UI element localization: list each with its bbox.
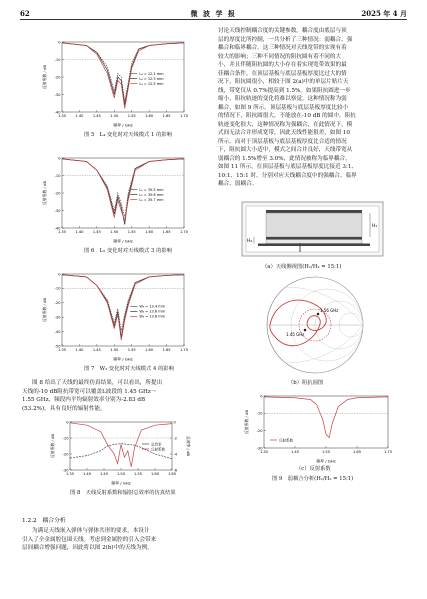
legend-label: 反射系数 xyxy=(151,447,165,452)
marker-label: 1.45 GHz xyxy=(286,332,305,337)
x-tick-label: 1.70 xyxy=(179,230,189,234)
x-tick-label: 1.40 xyxy=(82,472,92,476)
text-line: 小，并且伴随阻抗圆的大小存在着实现宽带效果的最 xyxy=(218,62,347,68)
y-tick-label: -20 xyxy=(54,75,61,80)
text-line: 10:1、15:1 时，分别对应天线耦合度中的强耦合、临界 xyxy=(218,172,357,179)
text-line: 层的厚度比所控制，一共分析了三种情况：弱耦合、强 xyxy=(218,36,353,43)
text-line: 下，阻抗圆大小适中，模式之间合并良好，天线带宽从 xyxy=(218,147,353,153)
x-tick-label: 1.65 xyxy=(162,348,171,352)
text-line: 耦合，如图 9 所示。顶层基板与底层基板厚度比较小 xyxy=(218,104,349,111)
y-tick-label: -40 xyxy=(54,110,61,115)
top-patch xyxy=(266,210,362,213)
x-tick-label: 1.55 xyxy=(127,348,136,352)
x-tick-label: 1.50 xyxy=(110,348,119,352)
y-tick-label: -30 xyxy=(256,446,263,451)
issue-date: 2025 年 4 月 xyxy=(361,9,407,18)
marker-1-56ghz xyxy=(317,313,320,316)
x-tick-label: 1.35 xyxy=(65,472,75,476)
text-line: 线，带宽仅从 0.7%提高到 1.5%。如果阻抗圆进一步 xyxy=(218,87,351,94)
text-line: 较大的影响；三种不同情况的阻抗圆有着不同的大 xyxy=(218,53,342,60)
legend-label: L₅ = 35.7 mm xyxy=(139,197,164,202)
text-line: 层间耦合增强问题，因此将以图 2(b)中的天线为例， xyxy=(22,545,153,551)
y2-tick-label: 0 xyxy=(173,420,176,425)
journal-title: 微 波 学 报 xyxy=(190,9,237,18)
fig9b-caption: （b）阻抗圆图 xyxy=(288,380,324,386)
y-tick-label: 0 xyxy=(58,272,61,277)
x-tick-label: 1.65 xyxy=(162,114,171,118)
text-line: 引入了全金属腔包围天线。考虑到金属腔的引入会带来 xyxy=(22,536,157,543)
x-tick-label: 1.35 xyxy=(57,114,67,118)
legend-label: 反射系数 xyxy=(279,438,293,443)
legend-label: W₃ = 13.4 mm xyxy=(139,304,166,309)
fig8-chart xyxy=(50,418,190,486)
x-tick-label: 1.35 xyxy=(57,348,67,352)
y-tick-label: -30 xyxy=(54,92,61,97)
y-tick-label: -10 xyxy=(54,57,61,62)
x-tick-label: 1.60 xyxy=(145,114,154,118)
x-tick-label: 1.55 xyxy=(127,114,136,118)
y-tick-label: -20 xyxy=(54,301,61,306)
x-axis-label: 频率 / GHz xyxy=(113,356,133,362)
x-tick-label: 1.40 xyxy=(75,114,84,118)
y-tick-label: -20 xyxy=(256,428,263,433)
fig7-caption: 图 7 W₃ 变化时对天线模式 4 的影响 xyxy=(84,366,174,372)
text-line: 缩小，阻抗轨迹的变化将难以察觉。这种情况称为弱 xyxy=(218,96,347,102)
x-tick-label: 1.45 xyxy=(99,472,109,476)
marker-label: 1.56 GHz xyxy=(320,308,339,313)
x-tick-label: 1.60 xyxy=(145,230,154,234)
legend-label: L₅ = 35.5 mm xyxy=(139,187,164,192)
text-line: 耦合和临界耦合。这三种情况对天线宽带的实现有着 xyxy=(218,45,347,51)
x-tick-label: 1.40 xyxy=(75,348,84,352)
text-line: 轨迹变化很大，这种情况称为强耦合，在此情况下，模 xyxy=(218,121,353,128)
y-axis-label: 反射系数 / dB xyxy=(50,434,55,458)
fig5-chart xyxy=(42,38,190,128)
fig9a-sideview xyxy=(240,200,385,258)
x-tick-label: 1.45 xyxy=(92,230,101,234)
y-axis-label: 反射系数 / dB xyxy=(42,298,47,322)
x-tick-label: 1.45 xyxy=(92,114,101,118)
x-tick-label: 1.60 xyxy=(150,472,160,476)
y-tick-label: -10 xyxy=(62,436,69,441)
legend-label: W₃ = 13.6 mm xyxy=(139,309,166,314)
page-number: 62 xyxy=(20,9,30,18)
x-tick-label: 1.75 xyxy=(383,450,393,454)
text-line: 天线的-10 dB阻抗带宽可以覆盖L波段的 1.45 GHz～ xyxy=(22,388,157,395)
coupling-discussion-paragraph xyxy=(218,27,406,189)
text-line: 耦合、弱耦合。 xyxy=(218,181,258,187)
fig9b-smith-chart xyxy=(264,274,366,376)
text-line: 况下，阻抗圆很小，相较于图 2(a)中的单层片贴片天 xyxy=(218,79,349,85)
legend-label: W₃ = 13.8 mm xyxy=(139,314,166,319)
h1-label: H₁ xyxy=(372,224,378,229)
text-line: 讨论天线控制耦合度的关键参数。耦合度由底层与顶 xyxy=(218,28,347,34)
y-tick-label: 0 xyxy=(58,156,61,161)
fig8-caption: 图 8 天线反射系数和辐射总效率的仿真结果 xyxy=(70,490,176,496)
x-tick-label: 1.55 xyxy=(321,450,331,454)
x-tick-label: 1.45 xyxy=(290,450,300,454)
y-tick-label: 0 xyxy=(66,420,69,425)
middle-patch xyxy=(266,237,362,240)
x-tick-label: 1.60 xyxy=(145,348,154,352)
legend-label: L₅ = 35.6 mm xyxy=(139,192,164,197)
x-tick-label: 1.65 xyxy=(352,450,362,454)
y2-tick-label: -6 xyxy=(173,468,178,473)
legend-label: L₄ = 12.3 mm xyxy=(139,76,164,81)
x-tick-label: 1.35 xyxy=(259,450,269,454)
text-line: 如图 11 所示。在顶层基板与底层基板厚度比接近 3:1、 xyxy=(218,164,357,170)
y-tick-label: 0 xyxy=(58,40,61,45)
x-tick-label: 1.55 xyxy=(127,230,136,234)
legend-label: L₄ = 12.5 mm xyxy=(139,81,164,86)
x-axis-label: 频率 / GHz xyxy=(316,458,336,464)
x-tick-label: 1.65 xyxy=(167,472,177,476)
fig5-caption: 图 5 L₄ 变化时对天线模式 1 的影响 xyxy=(84,132,172,138)
section-heading: 1.2.2 耦合分析 xyxy=(22,518,66,524)
marker-1-45ghz xyxy=(304,329,307,332)
y2-tick-label: -4 xyxy=(173,452,178,457)
x-axis-label: 频率 / GHz xyxy=(111,480,131,486)
x-tick-label: 1.65 xyxy=(162,230,171,234)
header-rule xyxy=(20,19,407,20)
top-substrate xyxy=(266,213,362,237)
y2-axis-label: 总效率 / dB xyxy=(186,435,191,457)
x-tick-label: 1.50 xyxy=(110,114,119,118)
x-axis-label: 频率 / GHz xyxy=(113,238,133,244)
text-line: 的情况下，阻抗圆很大，不能放在-10 dB 的圆中，阻抗 xyxy=(218,113,356,119)
h2-label: H₂ xyxy=(247,239,253,244)
text-line: 佳耦合条件。在顶层基板与底层基板厚度比过大的情 xyxy=(218,70,347,77)
fig9c-caption: （c）反射系数 xyxy=(296,466,331,472)
text-line: 图 8 给出了天线的最终仿真结果，可以看出，所提出 xyxy=(32,380,163,386)
fig9-caption: 图 9 弱耦合分析(H₁/H₂ = 15:1) xyxy=(272,476,354,482)
legend-label: L₄ = 12.1 mm xyxy=(139,71,164,76)
y-tick-label: -20 xyxy=(62,452,69,457)
bottom-substrate xyxy=(266,240,362,244)
fig9c-chart xyxy=(244,392,394,464)
text-line: (53.2%)，具有良好的辐射性能。 xyxy=(22,405,106,412)
x-tick-label: 1.35 xyxy=(57,230,67,234)
coupling-paragraph xyxy=(22,527,212,553)
text-line: 1.55 GHz，频段内平均辐射效率分别为-2.83 dB xyxy=(22,397,146,403)
y2-tick-label: -2 xyxy=(173,436,178,441)
y-tick-label: -30 xyxy=(62,468,69,473)
results-paragraph xyxy=(22,379,212,413)
plot-frame xyxy=(62,274,184,346)
text-line: 弱耦合的 1.5%增至 3.0%，此情况被称为临界耦合， xyxy=(218,155,351,162)
y-tick-label: -20 xyxy=(54,191,61,196)
y-tick-label: -30 xyxy=(54,315,61,320)
fig9a-caption: （a）天线侧视图(H₁/H₂ = 15:1) xyxy=(262,264,342,270)
fig6-chart xyxy=(42,154,190,244)
text-line: 所示。而对于顶层基板与底层基板厚度比合适的情况 xyxy=(218,138,347,145)
x-tick-label: 1.70 xyxy=(179,114,189,118)
x-tick-label: 1.40 xyxy=(75,230,84,234)
x-tick-label: 1.50 xyxy=(116,472,126,476)
text-line: 式间无法合并形成宽带，因此天线性能很差，如图 10 xyxy=(218,130,350,136)
y-axis-label: 反射系数 / dB xyxy=(244,410,249,434)
y-tick-label: -10 xyxy=(54,173,61,178)
fig7-chart xyxy=(42,270,190,362)
y-tick-label: -50 xyxy=(54,344,61,349)
ground-plane xyxy=(258,244,370,247)
x-tick-label: 1.55 xyxy=(133,472,143,476)
text-line: 为满足天线嵌入弹体与弹体共形的要求，本设计 xyxy=(32,528,150,534)
y-tick-label: -40 xyxy=(54,329,61,334)
legend-label: 总效率 xyxy=(151,442,162,447)
x-tick-label: 1.45 xyxy=(92,348,101,352)
x-tick-label: 1.70 xyxy=(179,348,189,352)
y-axis-label: 反射系数 / dB xyxy=(42,65,47,89)
y-tick-label: 0 xyxy=(260,394,263,399)
y-tick-label: -10 xyxy=(54,286,61,291)
x-tick-label: 1.50 xyxy=(110,230,119,234)
y-tick-label: -40 xyxy=(54,226,61,231)
y-tick-label: -30 xyxy=(54,208,61,213)
fig6-caption: 图 6 L₅ 变化时对天线模式 3 的影响 xyxy=(84,248,172,254)
x-axis-label: 频率 / GHz xyxy=(113,122,133,128)
plot-frame xyxy=(62,42,184,112)
y-axis-label: 反射系数 / dB xyxy=(42,181,47,205)
impedance-locus xyxy=(270,300,326,346)
y-tick-label: -10 xyxy=(256,411,263,416)
